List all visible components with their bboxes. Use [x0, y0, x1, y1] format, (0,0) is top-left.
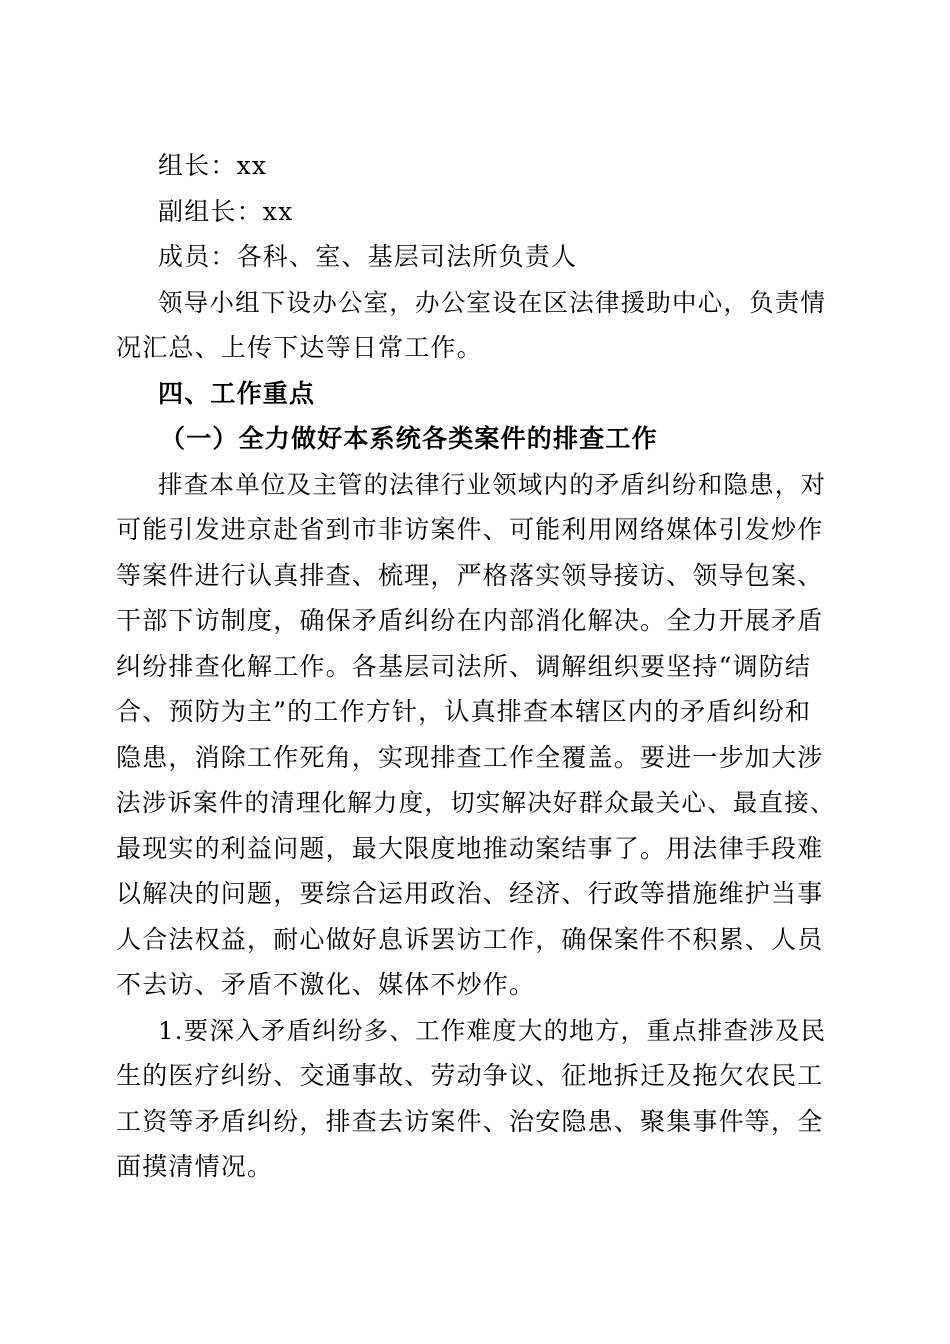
members-line: 成员：各科、室、基层司法所负责人: [158, 242, 578, 271]
office-paragraph-line: 况汇总、上传下达等日常工作。: [116, 333, 483, 362]
paragraph-line: 人合法权益，耐心做好息诉罢访工作，确保案件不积累、人员: [116, 924, 824, 954]
section-heading: 四、工作重点: [158, 378, 316, 408]
paragraph-line: 以解决的问题，要综合运用政治、经济、行政等措施维护当事: [116, 879, 824, 908]
paragraph-line: 法涉诉案件的清理化解力度，切实解决好群众最关心、最直接、: [116, 788, 836, 817]
list-item-line: 工资等矛盾纠纷，排查去访案件、治安隐患、聚集事件等，全: [116, 1106, 824, 1136]
paragraph-line: 等案件进行认真排查、梳理，严格落实领导接访、领导包案、: [116, 560, 824, 590]
paragraph-line: 不去访、矛盾不激化、媒体不炒作。: [116, 970, 536, 999]
list-item-line: 面摸清情况。: [116, 1152, 274, 1181]
office-paragraph-line: 领导小组下设办公室，办公室设在区法律援助中心，负责情: [158, 287, 827, 317]
paragraph-line: 可能引发进京赴省到市非访案件、可能利用网络媒体引发炒作: [116, 515, 824, 544]
list-item-line: 生的医疗纠纷、交通事故、劳动争议、征地拆迁及拖欠农民工: [116, 1061, 824, 1090]
paragraph-line: 排查本单位及主管的法律行业领域内的矛盾纠纷和隐患，对: [158, 469, 827, 499]
paragraph-line: 干部下访制度，确保矛盾纠纷在内部消化解决。全力开展矛盾: [116, 606, 824, 635]
paragraph-line: 隐患，消除工作死角，实现排查工作全覆盖。要进一步加大涉: [116, 742, 824, 772]
paragraph-line: 纠纷排查化解工作。各基层司法所、调解组织要坚持“调防结: [116, 651, 812, 681]
paragraph-line: 合、预防为主”的工作方针，认真排查本辖区内的矛盾纠纷和: [116, 697, 812, 726]
section-subheading: （一）全力做好本系统各类案件的排查工作: [160, 424, 658, 453]
paragraph-line: 最现实的利益问题，最大限度地推动案结事了。用法律手段难: [116, 833, 824, 863]
list-item-line: 1.要深入矛盾纠纷多、工作难度大的地方，重点排查涉及民: [158, 1015, 827, 1045]
document-page: [116, 143, 838, 1190]
leader-line: 组长：xx: [158, 151, 268, 180]
deputy-leader-line: 副组长：xx: [158, 196, 294, 226]
